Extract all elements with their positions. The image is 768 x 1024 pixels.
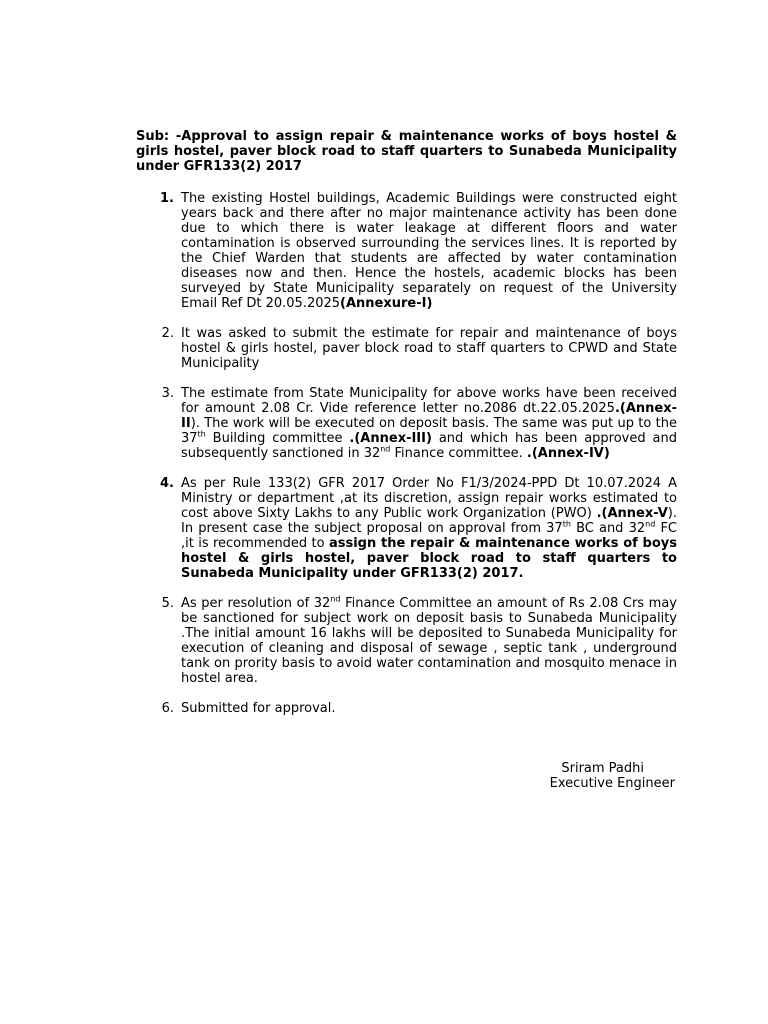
item-text [181, 191, 677, 311]
item-number: 3. [161, 386, 174, 401]
text-run: It was asked to submit the estimate for repair and maintenance of boys hostel & girls hostel, paver block road to staff quarters to CPWD and State Municipality [181, 326, 677, 371]
text-run: As per Rule 133(2) GFR 2017 Order No F1/3/2024-PPD Dt 10.07.2024 A Ministry or department ,at its discretion, assign repair works estimated to cost above Sixty Lakhs to any Public work Organization (PWO) [181, 476, 677, 521]
memo-body [136, 129, 678, 791]
item-text [181, 386, 677, 461]
subject-text: Approval to assign repair & maintenance works of boys hostel & girls hostel, paver block road to staff quarters to Sunabeda Municipality under GFR133(2) 2017 [136, 129, 678, 174]
signatory-name: Sriram Padhi [561, 761, 644, 776]
ordinal-suffix: nd [380, 444, 391, 454]
item-number: 2. [161, 326, 174, 341]
annex-reference: .(Annex-II [181, 401, 677, 431]
list-item-3 [136, 386, 677, 461]
item-text [181, 701, 677, 716]
text-run: Finance Committee an amount of Rs 2.08 Crs may be sanctioned for subject work on deposit basis to Sunabeda Municipality .The initial amount 16 lakhs will be deposited to Sunabeda Municipality for execution of cleaning and disposal of sewage , septic tank , underground tank on prority basis to avoid water contamination and mosquito menace in hostel area. [181, 596, 678, 686]
signatory-title: Executive Engineer [549, 776, 675, 791]
item-text [181, 596, 677, 686]
list-item-6 [136, 701, 677, 716]
item-number: 6. [161, 701, 174, 716]
text-run: The estimate from State Municipality for above works have been received for amount 2.08 Cr. Vide reference letter no.2086 dt.22.05.2025 [181, 386, 677, 416]
item-number: 1. [160, 191, 174, 206]
item-text [181, 476, 677, 581]
list-item-2 [136, 326, 677, 371]
text-run: The existing Hostel buildings, Academic Buildings were constructed eight years back and there after no major maintenance activity has been done due to which there is water leakage at different floors and water contamination is observed surrounding the services lines. It is reported by the Chief Warden that students are affected by water contamination diseases now and then. Hence the hostels, academic blocks has been surveyed by State Municipality separately on request of the University Email Ref Dt 20.05.2025 [181, 191, 677, 311]
subject-line [136, 129, 677, 174]
list-item-4 [136, 476, 677, 581]
ordinal-suffix: th [197, 429, 206, 439]
text-run: BC and 32 [570, 521, 646, 536]
ordinal-suffix: nd [645, 519, 656, 529]
ordinal-suffix: th [562, 519, 571, 529]
text-run: Building committee [205, 431, 350, 446]
annex-reference: .(Annex-V [596, 506, 668, 521]
text-run: ). The work will be executed on deposit basis. The same was put up to the 37 [181, 416, 677, 446]
list-item-5 [136, 596, 677, 686]
recommendation-text: assign the repair & maintenance works of boys hostel & girls hostel, paver block road to staff quarters to Sunabeda Municipality under GFR133(2) 2017. [181, 536, 677, 581]
ordinal-suffix: nd [330, 594, 341, 604]
item-number: 5. [161, 596, 174, 611]
annex-reference: .(Annex-IV) [526, 446, 610, 461]
annex-reference: (Annexure-I) [340, 296, 433, 311]
text-run: Submitted for approval. [181, 701, 336, 716]
item-number: 4. [160, 476, 174, 491]
item-text [181, 326, 677, 371]
text-run: Finance committee. [390, 446, 527, 461]
list-item-1 [136, 191, 677, 311]
text-run: and which has been approved and subsequently sanctioned in 32 [181, 431, 677, 461]
subject-prefix: Sub: - [136, 129, 182, 144]
text-run: ). In present case the subject proposal on approval from 37 [181, 506, 677, 536]
text-run: As per resolution of 32 [181, 596, 331, 611]
annex-reference: .(Annex-III) [349, 431, 432, 446]
signature-block [136, 761, 677, 791]
text-run: FC ,it is recommended to [181, 521, 677, 551]
